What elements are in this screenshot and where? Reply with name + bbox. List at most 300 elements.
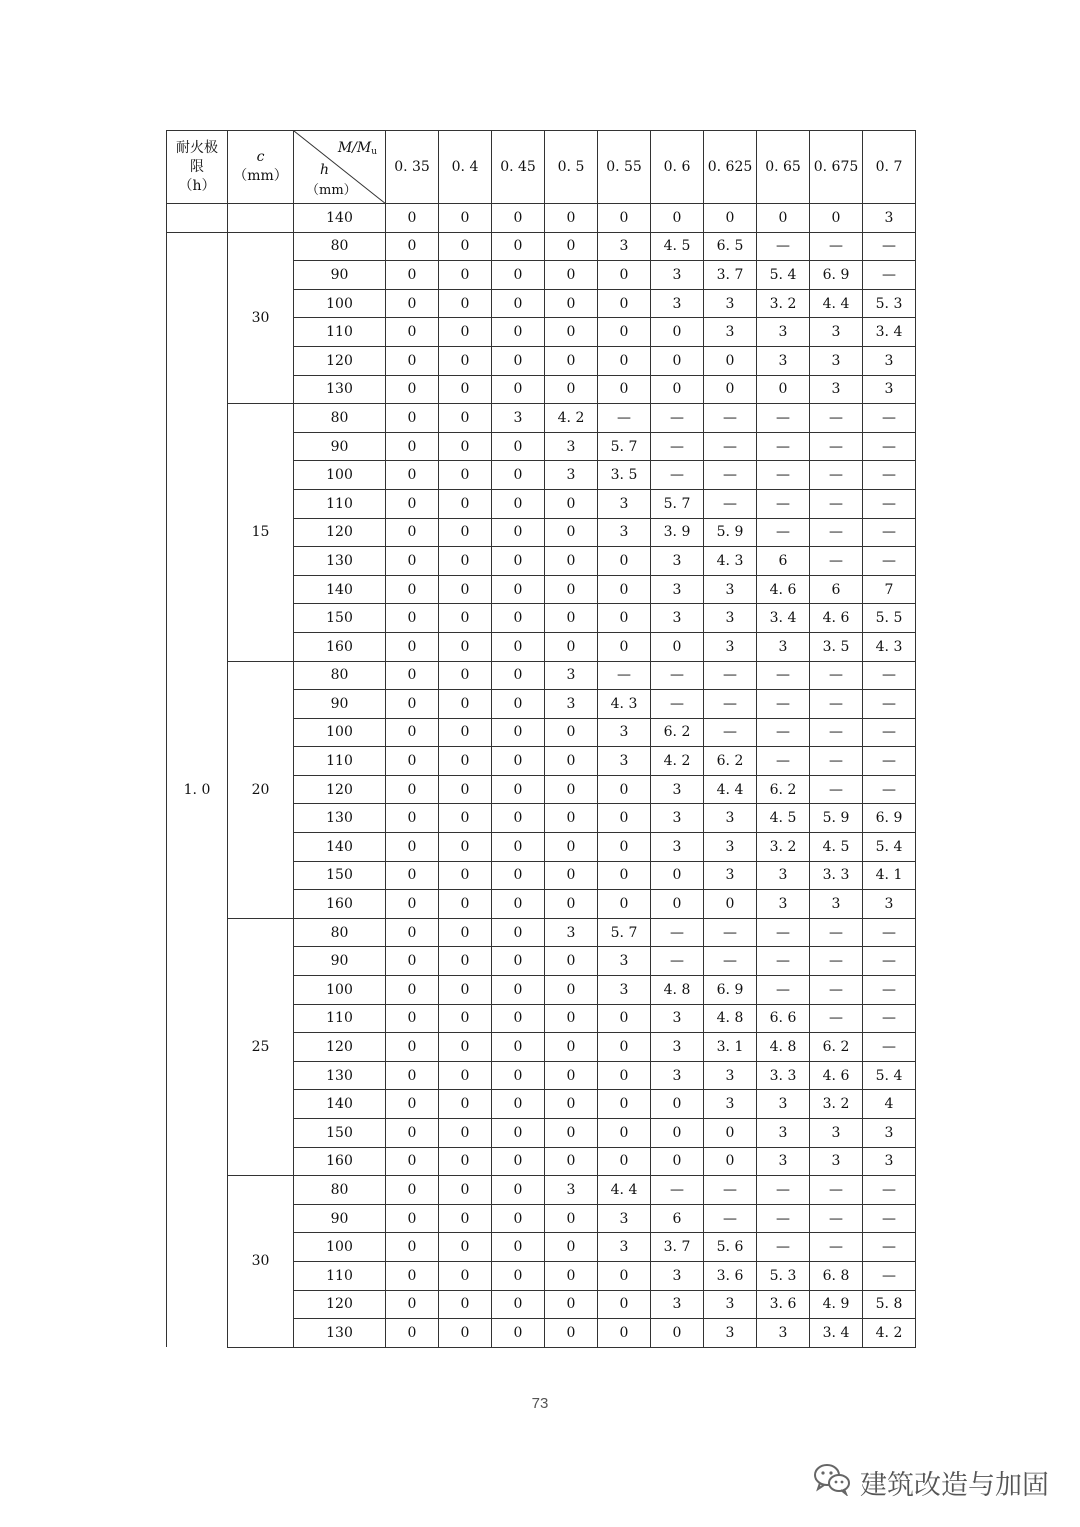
h-cell: 100 [294, 289, 386, 318]
value-cell: — [704, 461, 757, 490]
value-cell: 3. 6 [704, 1261, 757, 1290]
value-cell: — [810, 661, 863, 690]
value-cell: 0 [439, 604, 492, 633]
value-cell: — [810, 518, 863, 547]
ratio-header: 0. 35 [386, 131, 439, 204]
value-cell: — [757, 747, 810, 776]
value-cell: 0 [386, 1033, 439, 1062]
value-cell: 0 [439, 1176, 492, 1205]
value-cell: 0 [492, 947, 545, 976]
value-cell: 0 [386, 1090, 439, 1119]
value-cell: 5. 4 [863, 1061, 916, 1090]
value-cell: 0 [492, 690, 545, 719]
value-cell: 4. 9 [810, 1290, 863, 1319]
value-cell: 0 [439, 1147, 492, 1176]
value-cell: 0 [545, 1147, 598, 1176]
h-label: h [320, 162, 330, 178]
h-cell: 140 [294, 1090, 386, 1119]
value-cell: 3. 1 [704, 1033, 757, 1062]
value-cell: — [757, 1204, 810, 1233]
value-cell: 4. 4 [598, 1176, 651, 1205]
table-row [167, 232, 916, 261]
value-cell: — [863, 461, 916, 490]
value-cell: 0 [492, 1233, 545, 1262]
value-cell: 0 [545, 1119, 598, 1148]
value-cell: 0 [492, 804, 545, 833]
value-cell: 0 [439, 775, 492, 804]
value-cell: 6. 2 [704, 747, 757, 776]
value-cell: — [863, 261, 916, 290]
value-cell: 3. 5 [810, 632, 863, 661]
value-cell: 0 [439, 861, 492, 890]
value-cell: 0 [545, 375, 598, 404]
value-cell: 0 [598, 632, 651, 661]
value-cell: 5. 7 [651, 489, 704, 518]
value-cell: 0 [598, 804, 651, 833]
value-cell: 0 [545, 1090, 598, 1119]
value-cell: — [757, 489, 810, 518]
ratio-header: 0. 5 [545, 131, 598, 204]
value-cell: 0 [439, 661, 492, 690]
value-cell: 3 [704, 1319, 757, 1348]
h-cell: 150 [294, 1119, 386, 1148]
ratio-header: 0. 65 [757, 131, 810, 204]
value-cell: 0 [492, 318, 545, 347]
wechat-icon [812, 1462, 852, 1503]
value-cell: 0 [386, 661, 439, 690]
value-cell: — [863, 1204, 916, 1233]
value-cell: 0 [492, 718, 545, 747]
h-cell: 150 [294, 861, 386, 890]
value-cell: 0 [598, 318, 651, 347]
value-cell: 0 [386, 1204, 439, 1233]
value-cell: 0 [704, 1119, 757, 1148]
value-cell: 4. 3 [863, 632, 916, 661]
value-cell: 3. 3 [810, 861, 863, 890]
value-cell: 4. 2 [651, 747, 704, 776]
value-cell: 0 [386, 1176, 439, 1205]
value-cell: 4. 6 [810, 1061, 863, 1090]
value-cell: 0 [492, 375, 545, 404]
h-cell: 110 [294, 1261, 386, 1290]
value-cell: 0 [439, 346, 492, 375]
h-cell: 80 [294, 232, 386, 261]
value-cell: — [863, 718, 916, 747]
h-cell: 110 [294, 747, 386, 776]
value-cell: 3 [810, 1119, 863, 1148]
value-cell: 0 [651, 318, 704, 347]
value-cell: 4. 4 [704, 775, 757, 804]
value-cell: 4. 4 [810, 289, 863, 318]
value-cell: 0 [598, 1061, 651, 1090]
value-cell: 6. 9 [863, 804, 916, 833]
value-cell: 0 [386, 204, 439, 233]
value-cell: — [863, 1261, 916, 1290]
value-cell: 0 [598, 289, 651, 318]
value-cell: 0 [439, 1290, 492, 1319]
value-cell: 0 [386, 518, 439, 547]
value-cell: 7 [863, 575, 916, 604]
value-cell: 0 [386, 547, 439, 576]
h-cell: 90 [294, 947, 386, 976]
value-cell: — [863, 1004, 916, 1033]
value-cell: 6. 2 [757, 775, 810, 804]
h-cell: 110 [294, 489, 386, 518]
value-cell: 5. 4 [757, 261, 810, 290]
value-cell: 0 [492, 604, 545, 633]
h-cell: 100 [294, 461, 386, 490]
value-cell: 0 [598, 775, 651, 804]
value-cell: 0 [757, 375, 810, 404]
value-cell: 0 [386, 747, 439, 776]
value-cell: 0 [386, 1261, 439, 1290]
value-cell: 6 [810, 575, 863, 604]
value-cell: 3 [704, 804, 757, 833]
value-cell: — [757, 661, 810, 690]
value-cell: — [863, 1233, 916, 1262]
value-cell: 0 [492, 289, 545, 318]
value-cell: 6 [757, 547, 810, 576]
value-cell: 0 [545, 1261, 598, 1290]
value-cell: 0 [545, 261, 598, 290]
value-cell: 0 [386, 1061, 439, 1090]
h-cell: 110 [294, 1004, 386, 1033]
value-cell: 3 [651, 1004, 704, 1033]
value-cell: 0 [492, 461, 545, 490]
value-cell: 3. 2 [810, 1090, 863, 1119]
value-cell: 0 [439, 718, 492, 747]
value-cell: — [704, 690, 757, 719]
value-cell: — [863, 404, 916, 433]
ratio-header: 0. 625 [704, 131, 757, 204]
value-cell: 0 [439, 1233, 492, 1262]
value-cell: 3 [651, 804, 704, 833]
value-cell: 5. 9 [704, 518, 757, 547]
value-cell: — [757, 232, 810, 261]
value-cell: 0 [439, 833, 492, 862]
value-cell: 3 [598, 947, 651, 976]
value-cell: 3 [863, 1147, 916, 1176]
value-cell: 0 [492, 1204, 545, 1233]
h-cell: 80 [294, 661, 386, 690]
value-cell: 0 [386, 918, 439, 947]
value-cell: 4. 3 [704, 547, 757, 576]
value-cell: 3 [651, 604, 704, 633]
value-cell: 3 [545, 432, 598, 461]
h-cell: 120 [294, 1033, 386, 1062]
value-cell: 6. 8 [810, 1261, 863, 1290]
value-cell: — [863, 690, 916, 719]
value-cell: 0 [439, 976, 492, 1005]
value-cell: — [863, 518, 916, 547]
value-cell: — [651, 404, 704, 433]
value-cell: 0 [439, 547, 492, 576]
value-cell: 3 [598, 489, 651, 518]
value-cell: 5. 5 [863, 604, 916, 633]
value-cell: 3 [651, 1061, 704, 1090]
value-cell: 0 [386, 890, 439, 919]
c-label: c [256, 149, 265, 165]
c-cell: 15 [228, 404, 294, 661]
value-cell: 0 [492, 1147, 545, 1176]
value-cell: — [810, 1204, 863, 1233]
value-cell: 0 [598, 1261, 651, 1290]
value-cell: 0 [492, 1319, 545, 1348]
h-cell: 90 [294, 1204, 386, 1233]
value-cell: — [810, 1176, 863, 1205]
value-cell: 3. 9 [651, 518, 704, 547]
value-cell: 0 [439, 747, 492, 776]
value-cell: 0 [810, 204, 863, 233]
value-cell: 0 [545, 890, 598, 919]
value-cell: 0 [492, 575, 545, 604]
value-cell: — [863, 232, 916, 261]
value-cell: 0 [439, 804, 492, 833]
value-cell: 0 [598, 547, 651, 576]
value-cell: 0 [439, 318, 492, 347]
value-cell: — [810, 404, 863, 433]
value-cell: 3. 6 [757, 1290, 810, 1319]
value-cell: 0 [386, 575, 439, 604]
value-cell: 0 [386, 232, 439, 261]
value-cell: 0 [704, 204, 757, 233]
value-cell: 0 [545, 1061, 598, 1090]
value-cell: 3 [598, 232, 651, 261]
value-cell: 0 [439, 1319, 492, 1348]
value-cell: 3 [704, 632, 757, 661]
value-cell: 6. 9 [704, 976, 757, 1005]
value-cell: 0 [386, 489, 439, 518]
ratio-header: 0. 7 [863, 131, 916, 204]
table-row [167, 1176, 916, 1205]
value-cell: 0 [598, 1319, 651, 1348]
h-cell: 120 [294, 775, 386, 804]
fire-limit-header [167, 131, 228, 204]
value-cell: 4. 8 [757, 1033, 810, 1062]
value-cell: 0 [492, 547, 545, 576]
value-cell: 0 [545, 976, 598, 1005]
value-cell: — [704, 1204, 757, 1233]
value-cell: 3 [757, 1147, 810, 1176]
value-cell: 0 [386, 833, 439, 862]
h-cell: 160 [294, 632, 386, 661]
value-cell: 0 [651, 375, 704, 404]
value-cell: — [810, 432, 863, 461]
value-cell: 0 [492, 489, 545, 518]
value-cell: 0 [492, 1090, 545, 1119]
value-cell: — [863, 661, 916, 690]
value-cell: 0 [439, 1261, 492, 1290]
value-cell: 3 [757, 1090, 810, 1119]
value-cell: 0 [439, 947, 492, 976]
value-cell: 0 [492, 918, 545, 947]
value-cell: 4. 8 [651, 976, 704, 1005]
value-cell: 0 [545, 204, 598, 233]
h-cell: 120 [294, 518, 386, 547]
value-cell: 0 [439, 1033, 492, 1062]
h-cell: 100 [294, 1233, 386, 1262]
h-cell: 90 [294, 261, 386, 290]
value-cell: 0 [545, 232, 598, 261]
value-cell: 3 [863, 890, 916, 919]
ratio-label: $M/M_u$ [337, 140, 377, 157]
value-cell: — [651, 661, 704, 690]
c-cell: 30 [228, 1176, 294, 1348]
value-cell: — [863, 947, 916, 976]
watermark [812, 1462, 1049, 1502]
value-cell: 0 [598, 1004, 651, 1033]
value-cell: 0 [598, 1033, 651, 1062]
value-cell: 0 [545, 547, 598, 576]
value-cell: 0 [439, 204, 492, 233]
value-cell: 3 [704, 1090, 757, 1119]
value-cell: — [810, 1004, 863, 1033]
value-cell: 3 [545, 1176, 598, 1205]
value-cell: 0 [545, 747, 598, 776]
value-cell: 0 [545, 632, 598, 661]
h-cell: 130 [294, 547, 386, 576]
value-cell: 0 [492, 1290, 545, 1319]
value-cell: 4. 5 [810, 833, 863, 862]
value-cell: 0 [386, 404, 439, 433]
table-row [167, 918, 916, 947]
value-cell: — [863, 547, 916, 576]
value-cell: 3 [651, 547, 704, 576]
value-cell: 0 [386, 861, 439, 890]
value-cell: 3 [598, 1204, 651, 1233]
value-cell: 3 [598, 976, 651, 1005]
value-cell: 0 [386, 1004, 439, 1033]
value-cell: 0 [545, 861, 598, 890]
value-cell: 0 [386, 318, 439, 347]
value-cell: — [810, 690, 863, 719]
value-cell: 6. 5 [704, 232, 757, 261]
value-cell: 0 [704, 346, 757, 375]
value-cell: 4. 6 [810, 604, 863, 633]
value-cell: 3 [651, 775, 704, 804]
value-cell: — [863, 432, 916, 461]
value-cell: 0 [492, 976, 545, 1005]
value-cell: 0 [439, 461, 492, 490]
value-cell: 0 [545, 1290, 598, 1319]
value-cell: 0 [545, 718, 598, 747]
value-cell: 0 [704, 375, 757, 404]
value-cell: 0 [439, 575, 492, 604]
value-cell: 4. 3 [598, 690, 651, 719]
value-cell: 5. 3 [863, 289, 916, 318]
value-cell: — [810, 747, 863, 776]
value-cell: 3 [704, 833, 757, 862]
value-cell: 0 [386, 632, 439, 661]
h-cell: 110 [294, 318, 386, 347]
value-cell: 0 [492, 661, 545, 690]
value-cell: 0 [598, 604, 651, 633]
value-cell: 4. 5 [757, 804, 810, 833]
value-cell: 0 [439, 1204, 492, 1233]
value-cell: 4. 6 [757, 575, 810, 604]
h-cell: 130 [294, 1061, 386, 1090]
value-cell: 3. 3 [757, 1061, 810, 1090]
c-unit: （mm） [233, 168, 288, 184]
value-cell: 0 [492, 747, 545, 776]
value-cell: 0 [439, 918, 492, 947]
value-cell: 4. 2 [545, 404, 598, 433]
value-cell: 0 [492, 1061, 545, 1090]
value-cell: — [704, 918, 757, 947]
value-cell: 0 [704, 1147, 757, 1176]
value-cell: 3 [757, 1319, 810, 1348]
value-cell: — [757, 1233, 810, 1262]
value-cell: 0 [492, 1004, 545, 1033]
value-cell: 3 [810, 890, 863, 919]
value-cell: 3 [598, 747, 651, 776]
value-cell: 0 [386, 375, 439, 404]
fire-limit-label: 耐火极限（h） [176, 139, 218, 194]
h-cell: 140 [294, 833, 386, 862]
value-cell: — [863, 775, 916, 804]
c-cell: 30 [228, 232, 294, 404]
value-cell: 3. 2 [757, 833, 810, 862]
value-cell: 0 [492, 1119, 545, 1148]
value-cell: — [810, 718, 863, 747]
value-cell: 0 [545, 1204, 598, 1233]
value-cell: 0 [598, 1090, 651, 1119]
h-cell: 140 [294, 204, 386, 233]
value-cell: 0 [386, 1119, 439, 1148]
value-cell: 6. 9 [810, 261, 863, 290]
value-cell: 3 [545, 661, 598, 690]
value-cell: 0 [598, 204, 651, 233]
value-cell: 0 [492, 1033, 545, 1062]
value-cell: 0 [439, 632, 492, 661]
h-unit: （mm） [306, 183, 357, 198]
value-cell: 3 [757, 632, 810, 661]
h-cell: 130 [294, 375, 386, 404]
value-cell: — [863, 1033, 916, 1062]
h-cell: 120 [294, 346, 386, 375]
value-cell: 3 [651, 833, 704, 862]
value-cell: 5. 9 [810, 804, 863, 833]
value-cell: 3 [704, 1061, 757, 1090]
value-cell: — [651, 918, 704, 947]
value-cell: 3 [704, 318, 757, 347]
value-cell: 0 [704, 890, 757, 919]
value-cell: 3. 2 [757, 289, 810, 318]
value-cell: 3 [492, 404, 545, 433]
value-cell: 3 [545, 461, 598, 490]
value-cell: — [757, 432, 810, 461]
value-cell: 0 [492, 1176, 545, 1205]
value-cell: 6. 2 [651, 718, 704, 747]
value-cell: 0 [386, 604, 439, 633]
value-cell: 0 [598, 890, 651, 919]
value-cell: 0 [439, 690, 492, 719]
value-cell: — [863, 489, 916, 518]
value-cell: 0 [651, 1090, 704, 1119]
value-cell: 0 [598, 1119, 651, 1148]
value-cell: — [757, 918, 810, 947]
value-cell: — [863, 747, 916, 776]
value-cell: 3 [810, 346, 863, 375]
value-cell: 3 [651, 289, 704, 318]
value-cell: — [704, 489, 757, 518]
value-cell: 0 [545, 604, 598, 633]
value-cell: 0 [386, 1319, 439, 1348]
value-cell: 0 [439, 232, 492, 261]
value-cell: 3 [863, 204, 916, 233]
value-cell: 3 [545, 918, 598, 947]
value-cell: — [810, 1233, 863, 1262]
